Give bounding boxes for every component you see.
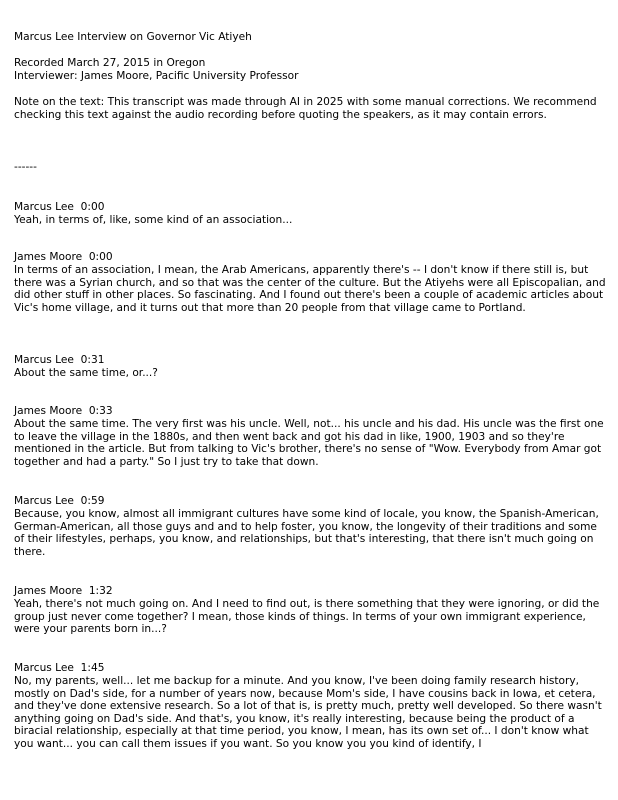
speaker-label: James Moore 0:33	[14, 405, 113, 417]
separator: ------	[14, 161, 37, 173]
speaker-label: Marcus Lee 0:59	[14, 495, 105, 507]
speaker-label: Marcus Lee 0:31	[14, 354, 105, 366]
speaker-label: James Moore 0:00	[14, 251, 113, 263]
utterance-text: About the same time. The very first was his uncle. Well, not... his uncle and his dad. His uncle was the first one to leave the village in the 1880s, and then went back and got his dad in like, 1900, 1903 and so they're mentioned in the article. But from talking to Vic's brother, there's no sense of "Wow. Everybody from Amar got together and had a party." So I just try to take that down.	[14, 418, 604, 468]
utterance-text: Yeah, in terms of, like, some kind of an association...	[14, 214, 293, 226]
speaker-label: Marcus Lee 0:00	[14, 201, 105, 213]
speaker-label: James Moore 1:32	[14, 585, 113, 597]
utterance-text: Because, you know, almost all immigrant cultures have some kind of locale, you know, the Spanish-American, German-American, all those guys and and to help foster, you know, the longevity of their traditions and some of their lifestyles, perhaps, you know, and relationships, but that's interesting, that there isn't much going on there.	[14, 508, 599, 558]
interviewer-info: Interviewer: James Moore, Pacific University Professor	[14, 70, 299, 82]
ai-transcript-note: Note on the text: This transcript was made through AI in 2025 with some manual corrections. We recommend checking this text against the audio recording before quoting the speakers, as it may contain errors.	[14, 96, 597, 121]
utterance-text: No, my parents, well... let me backup for a minute. And you know, I've been doing family research history, mostly on Dad's side, for a number of years now, because Mom's side, I have cousins back in Iowa, et cetera, and they've done extensive research. So a lot of that is, is pretty much, pretty well developed. So there wasn't anything going on Dad's side. And that's, you know, it's really interesting, because being the product of a biracial relationship, especially at that time period, you know, I mean, has its own set of... I don't know what you want... you can call them issues if you want. So you know you you kind of identify, I	[14, 675, 602, 750]
recorded-info: Recorded March 27, 2015 in Oregon	[14, 57, 206, 69]
speaker-label: Marcus Lee 1:45	[14, 662, 105, 674]
utterance-text: About the same time, or...?	[14, 367, 158, 379]
document-title: Marcus Lee Interview on Governor Vic Atiyeh	[14, 31, 252, 43]
utterance-text: Yeah, there's not much going on. And I need to find out, is there something that they were ignoring, or did the group just never come together? I mean, those kinds of things. In terms of your own immigrant experience, were your parents born in...?	[14, 598, 600, 636]
utterance-text: In terms of an association, I mean, the Arab Americans, apparently there's -- I don't know if there still is, but there was a Syrian church, and so that was the center of the culture. But the Atiyehs were all Episcopalian, and did other stuff in other places. So fascinating. And I found out there's been a couple of academic articles about Vic's home village, and it turns out that more than 20 people from that village came to Portland.	[14, 264, 606, 314]
